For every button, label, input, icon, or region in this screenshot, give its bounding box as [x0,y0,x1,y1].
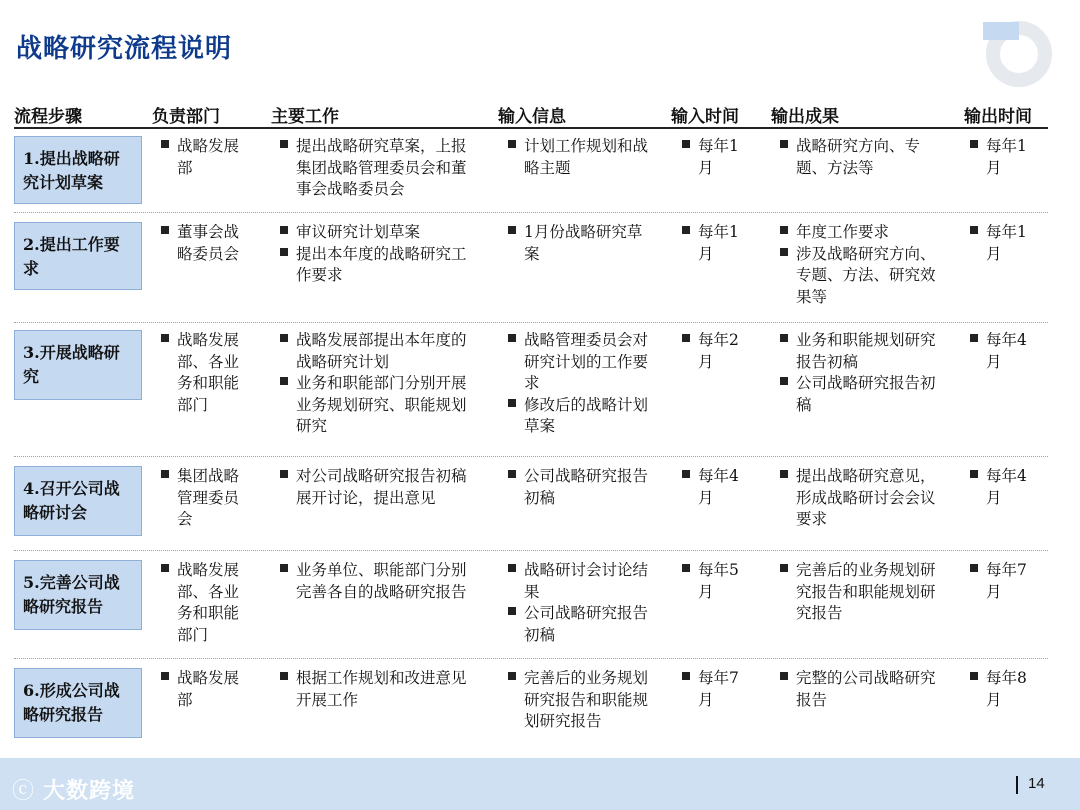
cell-out-time [968,222,1038,265]
work-item: 根据工作规划和改进意见开展工作 [278,668,474,711]
header-in-time: 输入时间 [671,107,739,127]
header-step: 流程步骤 [14,107,82,127]
header-out-time: 输出时间 [964,107,1032,127]
cell-input [506,560,656,646]
out-time-value: 每年8月 [968,668,1038,711]
dept-item: 战略发展部、各业务和职能部门 [159,330,251,416]
work-item: 业务单位、职能部门分别完善各自的战略研究报告 [278,560,474,603]
cell-out-time [968,136,1038,179]
cell-dept [159,222,251,265]
input-item: 公司战略研究报告初稿 [506,603,656,646]
header-work: 主要工作 [271,107,339,127]
work-item: 审议研究计划草案 [278,222,474,244]
output-item: 完善后的业务规划研究报告和职能规划研究报告 [778,560,948,625]
output-item: 业务和职能规划研究报告初稿 [778,330,948,373]
donut-logo-icon [975,20,1055,90]
step-box: 6.形成公司战略研究报告 [14,668,142,738]
cell-out-time [968,466,1038,509]
out-time-value: 每年7月 [968,560,1038,603]
page-separator [1016,776,1018,794]
cell-work [278,222,474,287]
work-item: 业务和职能部门分别开展业务规划研究、职能规划研究 [278,373,474,438]
step-box: 5.完善公司战略研究报告 [14,560,142,630]
dept-item: 战略发展部 [159,136,251,179]
work-item: 对公司战略研究报告初稿 展开讨论，提出意见 [278,466,474,509]
out-time-value: 每年1月 [968,222,1038,265]
cell-dept [159,466,251,531]
input-item: 公司战略研究报告初稿 [506,466,656,509]
row-divider [14,322,1048,323]
input-item: 战略研讨会讨论结果 [506,560,656,603]
cell-work [278,560,474,603]
cell-dept [159,668,251,711]
in-time-value: 每年7月 [680,668,740,711]
header-divider [14,127,1048,129]
cell-input [506,136,656,179]
cell-output [778,136,948,179]
row-divider [14,456,1048,457]
footer-logo-icon: ⓒ [12,779,43,804]
input-item: 计划工作规划和战略主题 [506,136,656,179]
header-output: 输出成果 [771,107,839,127]
cell-dept [159,560,251,646]
cell-output [778,668,948,711]
in-time-value: 每年1月 [680,222,740,265]
dept-item: 董事会战略委员会 [159,222,251,265]
page-title: 战略研究流程说明 [16,34,233,64]
header-dept: 负责部门 [152,107,220,127]
dept-item: 战略发展部、各业务和职能部门 [159,560,251,646]
cell-dept [159,330,251,416]
footer-logo [12,774,135,805]
output-item: 提出战略研究意见，形成战略研讨会会议要求 [778,466,948,531]
cell-in-time [680,222,740,265]
cell-in-time [680,136,740,179]
row-divider [14,550,1048,551]
table-header [14,100,1048,128]
dept-item: 集团战略管理委员会 [159,466,251,531]
work-item: 提出战略研究草案，上报集团战略管理委员会和董事会战略委员会 [278,136,474,201]
cell-output [778,330,948,416]
step-box: 1.提出战略研究计划草案 [14,136,142,204]
cell-input [506,668,656,733]
cell-work [278,136,474,201]
cell-input [506,466,656,509]
cell-input [506,222,656,265]
cell-output [778,560,948,625]
footer-logo-text: 大数跨境 [43,779,136,804]
input-item: 完善后的业务规划研究报告和职能规划研究报告 [506,668,656,733]
output-item: 战略研究方向、专题、方法等 [778,136,948,179]
row-divider [14,658,1048,659]
output-item: 完整的公司战略研究报告 [778,668,948,711]
cell-output [778,466,948,531]
cell-work [278,466,474,509]
footer-bar [0,758,1080,810]
output-item: 涉及战略研究方向、专题、方法、研究效果等 [778,244,948,309]
in-time-value: 每年5月 [680,560,740,603]
cell-output [778,222,948,308]
out-time-value: 每年1月 [968,136,1038,179]
input-item: 修改后的战略计划草案 [506,395,656,438]
cell-in-time [680,330,740,373]
cell-work [278,668,474,711]
step-box: 2.提出工作要求 [14,222,142,290]
dept-item: 战略发展部 [159,668,251,711]
header-input: 输入信息 [498,107,566,127]
cell-in-time [680,466,740,509]
work-item: 战略发展部提出本年度的战略研究计划 [278,330,474,373]
in-time-value: 每年2月 [680,330,740,373]
output-item: 年度工作要求 [778,222,948,244]
input-item: 1月份战略研究草案 [506,222,656,265]
cell-in-time [680,560,740,603]
out-time-value: 每年4月 [968,466,1038,509]
input-item: 战略管理委员会对研究计划的工作要求 [506,330,656,395]
output-item: 公司战略研究报告初稿 [778,373,948,416]
cell-work [278,330,474,438]
out-time-value: 每年4月 [968,330,1038,373]
step-box: 3.开展战略研究 [14,330,142,400]
step-box: 4.召开公司战略研讨会 [14,466,142,536]
in-time-value: 每年1月 [680,136,740,179]
cell-out-time [968,330,1038,373]
cell-out-time [968,560,1038,603]
in-time-value: 每年4月 [680,466,740,509]
page-number: 14 [1028,775,1045,792]
cell-dept [159,136,251,179]
cell-out-time [968,668,1038,711]
cell-input [506,330,656,438]
row-divider [14,212,1048,213]
cell-in-time [680,668,740,711]
work-item: 提出本年度的战略研究工作要求 [278,244,474,287]
